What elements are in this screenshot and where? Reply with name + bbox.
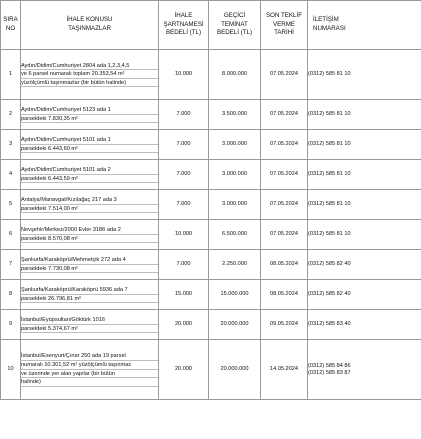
property-description-line: İstanbul/Esenyurt/Çınar 250 ada 19 parsel [21,352,158,361]
property-description-line: ve 6 parsel numaralı toplam 20.353,54 m² [21,70,158,79]
property-description [21,160,159,190]
contact-number [308,130,421,160]
temporary-guarantee: 15.000.000 [209,280,261,310]
bid-deadline-date: 07.05.2024 [261,190,308,220]
property-description-line: Aydın/Didim/Cumhuriyet 2804 ada 1,2,3,4,5 [21,62,158,71]
header-ihale-konusu [21,1,159,50]
row-number: 4 [1,160,21,190]
property-description-line: numaralı 10.301,52 m² yüzölçümlü taşınmaz [21,361,158,370]
property-description-line: parseldeki 7.514,00 m² [21,205,158,214]
header-label-line: TEMİNAT [221,20,248,28]
bid-deadline-date: 07.05.2024 [261,220,308,250]
contact-phone: (0312) 585 81 10 [308,141,351,147]
header-row [1,1,421,50]
bid-deadline-date: 09.05.2024 [261,310,308,340]
property-description-line: ve üzerinde yer alan yapılar (bir bütün [21,370,158,379]
header-iletisim-numarasi [308,1,421,50]
row-number: 9 [1,310,21,340]
property-description-line: parseldeki 6.443,60 m² [21,145,158,154]
property-description [21,220,159,250]
contact-phone: (0312) 585 83 40 [308,321,351,327]
temporary-guarantee: 20.000.000 [209,310,261,340]
header-label-line: GEÇİCİ [223,11,246,19]
specification-fee: 10.000 [159,220,209,250]
temporary-guarantee: 3.000.000 [209,190,261,220]
header-label-line: VERME [272,20,295,28]
contact-number [308,160,421,190]
temporary-guarantee: 3.000.000 [209,130,261,160]
contact-number [308,220,421,250]
contact-phone: (0312) 585 84 86 [308,362,351,369]
header-label-line: İHALE [174,11,193,19]
contact-phone: (0312) 585 81 10 [308,71,351,77]
contact-phone: (0312) 585 81 10 [308,171,351,177]
property-description [21,190,159,220]
bid-deadline-date: 07.05.2024 [261,100,308,130]
header-sira-no [1,1,21,50]
temporary-guarantee: 3.500.000 [209,100,261,130]
tender-row [1,50,421,100]
header-label-line: TARİHİ [274,29,294,37]
temporary-guarantee: 8.000.000 [209,50,261,100]
contact-number [308,340,421,400]
tender-row [1,280,421,310]
property-description [21,100,159,130]
property-description [21,50,159,100]
header-label-line: BEDELİ (TL) [165,29,202,37]
property-description-line: parseldeki 8.570,08 m² [21,235,158,244]
property-description-line: Aydın/Didim/Cumhuriyet 5123 ada 1 [21,106,158,115]
specification-fee: 10.000 [159,50,209,100]
specification-fee: 7.000 [159,160,209,190]
property-description-line: Şanlıurfa/Karaköprü/Karaköprü 5936 ada 7 [21,286,158,295]
header-label-line: NUMARASI [313,25,346,32]
row-number: 6 [1,220,21,250]
tender-row [1,340,421,400]
property-description [21,130,159,160]
bid-deadline-date: 07.05.2024 [261,130,308,160]
temporary-guarantee: 6.500.000 [209,220,261,250]
property-description [21,310,159,340]
row-number: 8 [1,280,21,310]
property-description-line: parseldeki 7.730,08 m² [21,265,158,274]
bid-deadline-date: 07.05.2024 [261,160,308,190]
property-description-line: Antalya/Manavgat/Kızılağaç 217 ada 3 [21,196,158,205]
header-label-line: NO [5,25,16,32]
contact-phone: (0312) 585 81 10 [308,201,351,207]
specification-fee: 7.000 [159,250,209,280]
header-teminat-bedeli [209,1,261,50]
specification-fee: 20.000 [159,310,209,340]
specification-fee: 20.000 [159,340,209,400]
property-description-line: Aydın/Didim/Cumhuriyet 5101 ada 2 [21,166,158,175]
tender-row [1,310,421,340]
bid-deadline-date: 08.05.2024 [261,280,308,310]
contact-phone: (0312) 585 81 10 [308,231,351,237]
tender-row [1,100,421,130]
header-sartname-bedeli [159,1,209,50]
tender-row [1,190,421,220]
contact-number [308,250,421,280]
header-son-teklif-tarihi [261,1,308,50]
property-description-line: yüzölçümlü taşınmazlar (bir bütün halinde) [21,79,158,88]
header-label-line: ŞARTNAMESİ [163,20,204,28]
header-label-line: TAŞINMAZLAR [68,25,111,32]
tender-row [1,220,421,250]
specification-fee: 15.000 [159,280,209,310]
row-number: 10 [1,340,21,400]
property-description-line: İstanbul/Eyüpsultan/Göktürk 1016 [21,316,158,325]
temporary-guarantee: 3.000.000 [209,160,261,190]
contact-phone: (0312) 585 83 87 [308,369,351,376]
contact-phone: (0312) 585 81 10 [308,111,351,117]
tender-rows [1,50,421,400]
row-number: 1 [1,50,21,100]
temporary-guarantee: 2.250.000 [209,250,261,280]
property-description-line: parseldeki 5.374,67 m² [21,325,158,334]
specification-fee: 7.000 [159,130,209,160]
property-description [21,250,159,280]
bid-deadline-date: 14.05.2024 [261,340,308,400]
property-description-line: Şanlıurfa/Karaköprü/Mehmetçik 272 ada 4 [21,256,158,265]
property-description-line: parseldeki 6.443,59 m² [21,175,158,184]
contact-number [308,280,421,310]
bid-deadline-date: 08.05.2024 [261,250,308,280]
header-label-line: SIRA [3,16,18,24]
bid-deadline-date: 07.05.2024 [261,50,308,100]
specification-fee: 7.000 [159,100,209,130]
row-number: 3 [1,130,21,160]
property-description-line: halinde) [21,378,158,387]
contact-number [308,100,421,130]
header-label-line: BEDELİ (TL) [216,29,253,37]
property-description-line: parseldeki 26.796,81 m² [21,295,158,304]
tender-row [1,160,421,190]
row-number: 2 [1,100,21,130]
temporary-guarantee: 20.000.000 [209,340,261,400]
specification-fee: 7.000 [159,190,209,220]
property-description-line: parseldeki 7.830,35 m² [21,115,158,124]
row-number: 7 [1,250,21,280]
header-label-line: SON TEKLİF [266,11,302,19]
property-description-line: Nevşehir/Merkez/2000 Evler 3186 ada 2 [21,226,158,235]
contact-number [308,310,421,340]
contact-number [308,50,421,100]
property-description [21,340,159,400]
row-number: 5 [1,190,21,220]
property-description [21,280,159,310]
contact-number [308,190,421,220]
contact-phone: (0312) 585 82 40 [308,291,351,297]
header-label-line: İLETİŞİM [313,16,339,24]
tender-row [1,250,421,280]
tender-row [1,130,421,160]
header-label-line: İHALE KONUSU [66,16,113,24]
contact-phone: (0312) 585 82 40 [308,261,351,267]
property-description-line: Aydın/Didim/Cumhuriyet 5101 ada 1 [21,136,158,145]
